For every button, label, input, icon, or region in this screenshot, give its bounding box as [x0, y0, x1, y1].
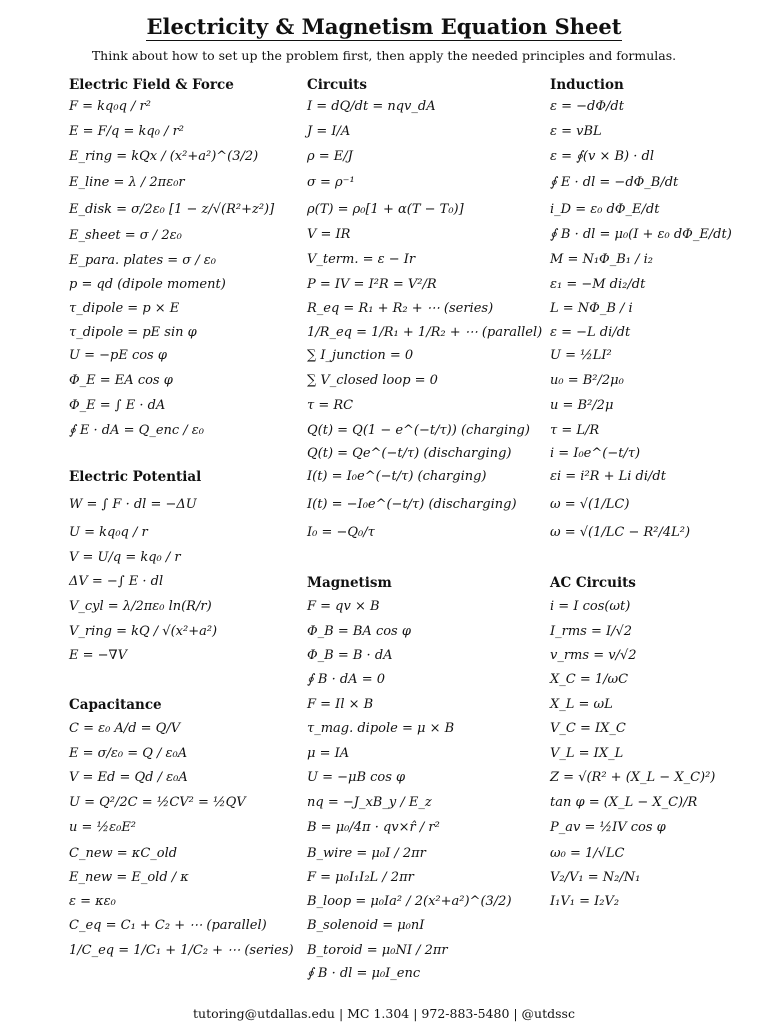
equation: C_eq = C₁ + C₂ + ⋯ (parallel) — [69, 918, 267, 933]
section-heading-electric-field: Electric Field & Force — [69, 77, 234, 93]
equation: V_C = IX_C — [550, 721, 626, 736]
section-heading-capacitance: Capacitance — [69, 697, 162, 713]
equation: V_cyl = λ/2πε₀ ln(R/r) — [69, 599, 212, 614]
equation: ΔV = −∫ E · dl — [69, 574, 164, 589]
equation: B_toroid = μ₀NI / 2πr — [307, 943, 448, 958]
equation: Q(t) = Qe^(−t/τ) (discharging) — [307, 446, 512, 461]
section-heading-ac-circuits: AC Circuits — [550, 575, 636, 591]
equation: ∮ E · dA = Q_enc / ε₀ — [69, 423, 204, 438]
equation: E_line = λ / 2πε₀r — [69, 175, 185, 190]
equation: u₀ = B²/2μ₀ — [550, 373, 624, 388]
equation: tan φ = (X_L − X_C)/R — [550, 795, 698, 810]
equation: ω = √(1/LC) — [550, 497, 630, 512]
equation: E = −∇V — [69, 648, 128, 663]
equation: X_L = ωL — [550, 697, 613, 712]
equation: 1/R_eq = 1/R₁ + 1/R₂ + ⋯ (parallel) — [307, 325, 543, 340]
equation: Φ_B = BA cos φ — [307, 624, 411, 639]
page-title-text: Electricity & Magnetism Equation Sheet — [146, 14, 622, 39]
equation: I(t) = −I₀e^(−t/τ) (discharging) — [307, 497, 517, 512]
equation: U = kq₀q / r — [69, 525, 148, 540]
equation: C_new = κC_old — [69, 846, 178, 861]
equation: V_term. = ε − Ir — [307, 252, 416, 267]
equation: μ = IA — [307, 746, 350, 761]
equation: F = kq₀q / r² — [69, 99, 151, 114]
page-subtitle: Think about how to set up the problem first, then apply the needed principles and formulas. — [91, 48, 677, 63]
equation: C = ε₀ A/d = Q/V — [69, 721, 181, 736]
equation: W = ∫ F · dl = −ΔU — [69, 497, 197, 512]
equation: E_ring = kQx / (x²+a²)^(3/2) — [69, 149, 259, 164]
equation: I = dQ/dt = nqv_dA — [307, 99, 436, 114]
equation: V = Ed = Qd / ε₀A — [69, 770, 188, 785]
equation: Φ_E = ∫ E · dA — [69, 398, 166, 413]
equation: ε = −L di/dt — [550, 325, 631, 340]
section-heading-magnetism: Magnetism — [307, 575, 392, 591]
equation: ε = vBL — [550, 124, 602, 139]
equation: E = F/q = kq₀ / r² — [69, 124, 185, 139]
equation: ε = −dΦ/dt — [550, 99, 624, 114]
equation: p = qd (dipole moment) — [69, 277, 226, 292]
equation: I_rms = I/√2 — [550, 624, 633, 639]
equation: E_para. plates = σ / ε₀ — [69, 253, 216, 268]
equation: F = μ₀I₁I₂L / 2πr — [307, 870, 414, 885]
equation: ε = ∮(v × B) · dl — [550, 149, 654, 164]
equation: ∑ V_closed loop = 0 — [307, 373, 438, 388]
equation: U = Q²/2C = ½CV² = ½QV — [69, 795, 246, 810]
equation: 1/C_eq = 1/C₁ + 1/C₂ + ⋯ (series) — [69, 943, 294, 958]
equation: B = μ₀/4π · qv×r̂ / r² — [307, 820, 440, 835]
equation: ω = √(1/LC − R²/4L²) — [550, 525, 691, 540]
page-footer: tutoring@utdallas.edu | MC 1.304 | 972-883-5480 | @utdssc — [193, 1006, 575, 1021]
equation: I₀ = −Q₀/τ — [307, 525, 375, 540]
section-heading-induction: Induction — [550, 77, 624, 93]
equation: L = NΦ_B / i — [550, 301, 633, 316]
equation: i = I₀e^(−t/τ) — [550, 446, 641, 461]
equation: E_sheet = σ / 2ε₀ — [69, 228, 182, 243]
equation: X_C = 1/ωC — [550, 672, 629, 687]
equation: E_new = E_old / κ — [69, 870, 189, 885]
equation: V = U/q = kq₀ / r — [69, 550, 181, 565]
equation: E = σ/ε₀ = Q / ε₀A — [69, 746, 188, 761]
equation: u = ½ε₀E² — [69, 820, 137, 835]
equation: ∮ B · dl = μ₀(I + ε₀ dΦ_E/dt) — [550, 227, 732, 242]
equation: τ_dipole = p × E — [69, 301, 180, 316]
page-title — [0, 14, 768, 39]
equation: τ_dipole = pE sin φ — [69, 325, 197, 340]
equation: i = I cos(ωt) — [550, 599, 631, 614]
equation: V = IR — [307, 227, 351, 242]
equation: τ = L/R — [550, 423, 600, 438]
equation: ∮ B · dA = 0 — [307, 672, 385, 687]
equation: J = I/A — [307, 124, 351, 139]
equation: ∮ B · dl = μ₀I_enc — [307, 966, 421, 981]
equation: P = IV = I²R = V²/R — [307, 277, 437, 292]
equation: V_ring = kQ / √(x²+a²) — [69, 624, 218, 639]
equation: Φ_E = EA cos φ — [69, 373, 173, 388]
equation: ρ(T) = ρ₀[1 + α(T − T₀)] — [307, 202, 464, 217]
equation: M = N₁Φ_B₁ / i₂ — [550, 252, 653, 267]
equation: ε = κε₀ — [69, 894, 116, 909]
equation: U = −μB cos φ — [307, 770, 406, 785]
equation: V₂/V₁ = N₂/N₁ — [550, 870, 641, 885]
equation: v_rms = v/√2 — [550, 648, 637, 663]
equation: nq = −J_xB_y / E_z — [307, 795, 432, 810]
equation: B_loop = μ₀Ia² / 2(x²+a²)^(3/2) — [307, 894, 512, 909]
equation: R_eq = R₁ + R₂ + ⋯ (series) — [307, 301, 494, 316]
equation: ρ = E/J — [307, 149, 353, 164]
equation: σ = ρ⁻¹ — [307, 175, 355, 190]
equation: E_disk = σ/2ε₀ [1 − z/√(R²+z²)] — [69, 202, 275, 217]
equation: B_wire = μ₀I / 2πr — [307, 846, 426, 861]
section-heading-circuits: Circuits — [307, 77, 367, 93]
equation: B_solenoid = μ₀nI — [307, 918, 425, 933]
equation: Z = √(R² + (X_L − X_C)²) — [550, 770, 716, 785]
equation: ∑ I_junction = 0 — [307, 348, 414, 363]
equation: U = −pE cos φ — [69, 348, 167, 363]
equation: ω₀ = 1/√LC — [550, 846, 625, 861]
equation: i_D = ε₀ dΦ_E/dt — [550, 202, 660, 217]
section-heading-electric-potential: Electric Potential — [69, 469, 202, 485]
equation: ∮ E · dl = −dΦ_B/dt — [550, 175, 679, 190]
equation: τ = RC — [307, 398, 354, 413]
equation: ε₁ = −M di₂/dt — [550, 277, 646, 292]
equation: P_av = ½IV cos φ — [550, 820, 666, 835]
equation: I(t) = I₀e^(−t/τ) (charging) — [307, 469, 487, 484]
equation: V_L = IX_L — [550, 746, 624, 761]
equation: τ_mag. dipole = μ × B — [307, 721, 455, 736]
equation: u = B²/2μ — [550, 398, 614, 413]
equation: F = qv × B — [307, 599, 380, 614]
equation: U = ½LI² — [550, 348, 612, 363]
equation: Φ_B = B · dA — [307, 648, 393, 663]
equation: F = Il × B — [307, 697, 374, 712]
equation: Q(t) = Q(1 − e^(−t/τ)) (charging) — [307, 423, 530, 438]
equation: εi = i²R + Li di/dt — [550, 469, 666, 484]
equation: I₁V₁ = I₂V₂ — [550, 894, 620, 909]
